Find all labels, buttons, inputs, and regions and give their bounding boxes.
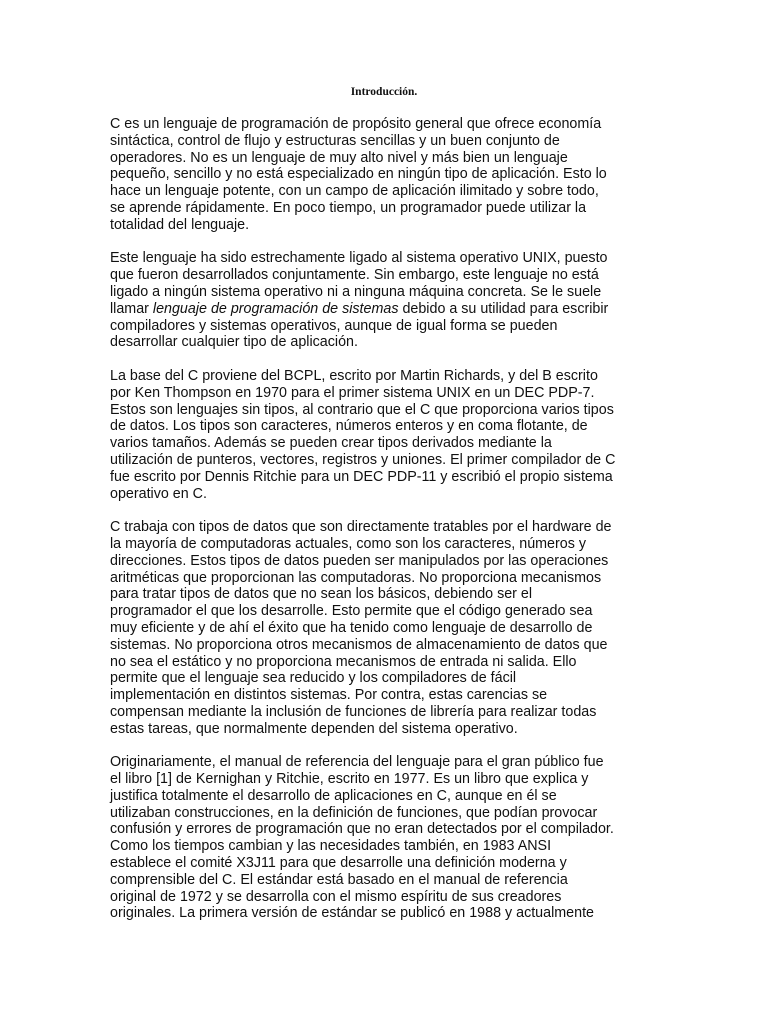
paragraph-1	[110, 116, 662, 234]
text-line: muy eficiente y de ahí el éxito que ha tenido como lenguaje de desarrollo de	[110, 619, 593, 636]
text-line: que fueron desarrollados conjuntamente. Sin embargo, este lenguaje no está	[110, 267, 599, 284]
text-line: estas tareas, que normalmente dependen del sistema operativo.	[110, 720, 518, 737]
text-line: hace un lenguaje potente, con un campo de aplicación ilimitado y sobre todo,	[110, 183, 599, 200]
paragraph-3	[110, 368, 662, 502]
text-line: originales. La primera versión de estándar se publicó en 1988 y actualmente	[110, 905, 594, 922]
text-line: totalidad del lenguaje.	[110, 216, 250, 233]
text-line: C es un lenguaje de programación de propósito general que ofrece economía	[110, 116, 602, 132]
paragraph-5	[110, 754, 662, 922]
text-line: sintáctica, control de flujo y estructuras sencillas y un buen conjunto de	[110, 132, 560, 149]
text-line: aritméticas que proporcionan las computadoras. No proporciona mecanismos	[110, 569, 602, 586]
text-line: fue escrito por Dennis Ritchie para un DEC PDP-11 y escribió el propio sistema	[110, 468, 613, 485]
text-line: varios tamaños. Además se pueden crear tipos derivados mediante la	[110, 435, 552, 452]
text-line: pequeño, sencillo y no está especializado en ningún tipo de aplicación. Esto lo	[110, 166, 607, 183]
text-line: sistemas. No proporciona otros mecanismos de almacenamiento de datos que	[110, 636, 608, 653]
text-line: Estos son lenguajes sin tipos, al contrario que el C que proporciona varios tipos	[110, 401, 614, 418]
text-line: utilización de punteros, vectores, registros y uniones. El primer compilador de C	[110, 451, 616, 468]
text-line: compiladores y sistemas operativos, aunque de igual forma se pueden	[110, 317, 558, 334]
text-line: original de 1972 y se desarrolla con el mismo espíritu de sus creadores	[110, 888, 562, 905]
text-line: operativo en C.	[110, 485, 207, 502]
text-line: C trabaja con tipos de datos que son directamente tratables por el hardware de	[110, 519, 612, 536]
text-line: implementación en distintos sistemas. Por contra, estas carencias se	[110, 687, 548, 704]
text-line: justifica totalmente el desarrollo de aplicaciones en C, aunque en él se	[110, 787, 557, 804]
text-line: el libro [1] de Kernighan y Ritchie, escrito en 1977. Es un libro que explica y	[110, 771, 589, 788]
text-line: se aprende rápidamente. En poco tiempo, un programador puede utilizar la	[110, 199, 587, 216]
text-line: para tratar tipos de datos que no sean los básicos, debiendo ser el	[110, 586, 533, 603]
text-line: direcciones. Estos tipos de datos pueden ser manipulados por las operaciones	[110, 552, 609, 569]
text-line: establece el comité X3J11 para que desarrolle una definición moderna y	[110, 855, 567, 872]
text-line: por Ken Thompson en 1970 para el primer sistema UNIX en un DEC PDP-7.	[110, 384, 595, 401]
text-line: compensan mediante la inclusión de funciones de librería para realizar todas	[110, 703, 597, 720]
text-line	[110, 301, 662, 318]
text-line: La base del C proviene del BCPL, escrito por Martin Richards, y del B escrito	[110, 367, 598, 384]
text-line: desarrollar cualquier tipo de aplicación.	[110, 334, 358, 351]
text-line: utilizaban construcciones, en la definición de funciones, que podían provocar	[110, 804, 598, 821]
italic-term: lenguaje de programación de sistemas	[152, 300, 399, 317]
text-line: Como los tiempos cambian y las necesidades también, en 1983 ANSI	[110, 838, 552, 855]
text-line: permite que el lenguaje sea reducido y los compiladores de fácil	[110, 670, 517, 687]
text-line: comprensible del C. El estándar está basado en el manual de referencia	[110, 871, 568, 888]
text-line: confusión y errores de programación que no eran detectados por el compilador.	[110, 821, 614, 838]
text-line: programador el que los desarrolle. Esto permite que el código generado sea	[110, 603, 593, 620]
paragraph-2	[110, 250, 662, 351]
text-fragment: llamar	[110, 300, 153, 317]
text-line: ligado a ningún sistema operativo ni a ninguna máquina concreta. Se le suele	[110, 283, 602, 300]
document-body	[110, 116, 662, 922]
paragraph-4	[110, 519, 662, 737]
text-line: no sea el estático y no proporciona mecanismos de entrada ni salida. Ello	[110, 653, 577, 670]
text-line: la mayoría de computadoras actuales, como son los caracteres, números y	[110, 535, 586, 552]
text-line: operadores. No es un lenguaje de muy alto nivel y más bien un lenguaje	[110, 149, 568, 166]
text-fragment: debido a su utilidad para escribir	[398, 300, 609, 317]
text-line: Originariamente, el manual de referencia del lenguaje para el gran público fue	[110, 754, 604, 771]
text-line: Este lenguaje ha sido estrechamente ligado al sistema operativo UNIX, puesto	[110, 250, 608, 267]
page-title: Introducción.	[350, 86, 418, 98]
text-line: de datos. Los tipos son caracteres, números enteros y en coma flotante, de	[110, 418, 588, 435]
